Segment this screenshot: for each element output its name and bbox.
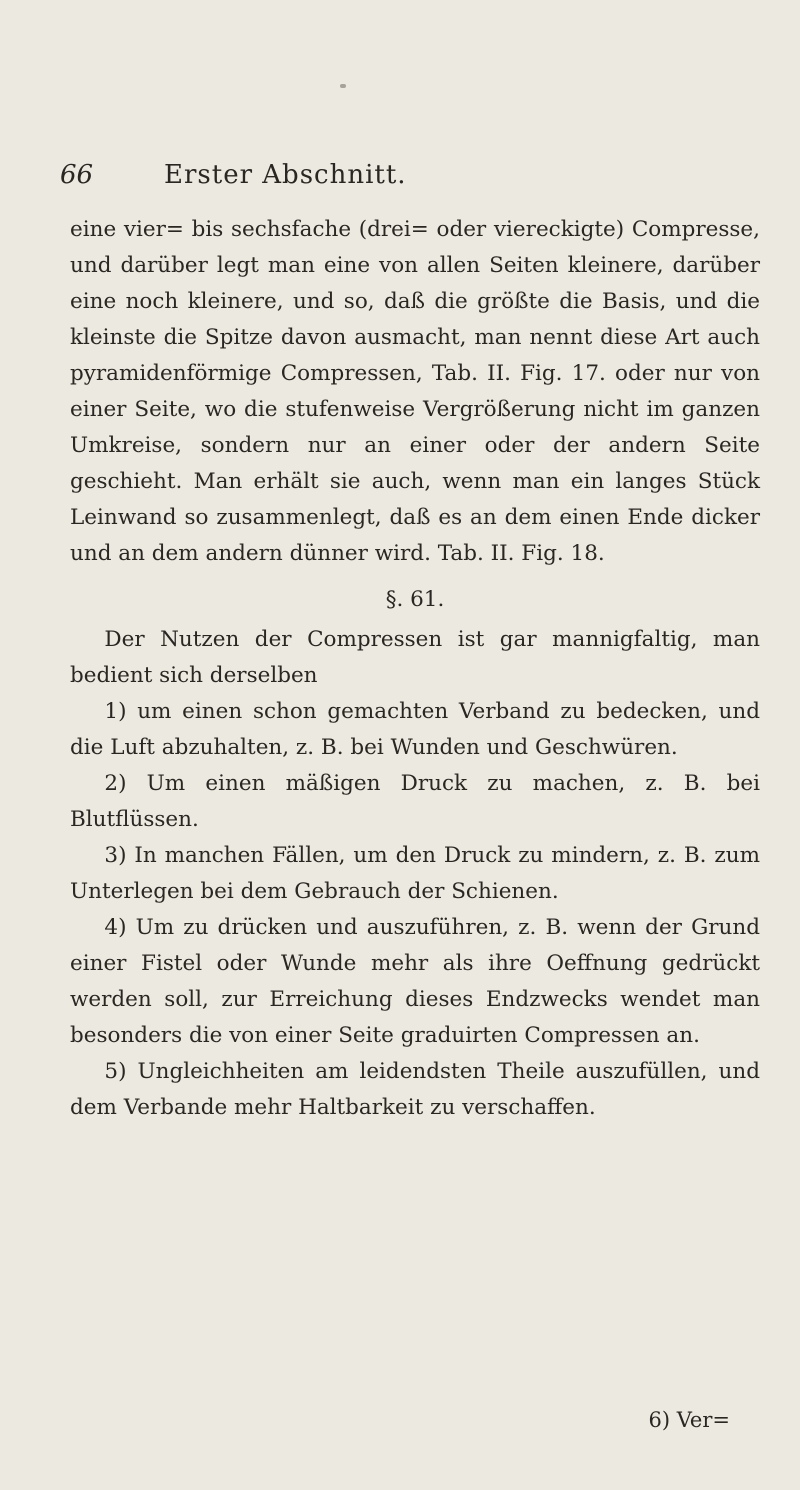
list-item: 4) Um zu drücken und auszuführen, z. B. wenn der Grund einer Fistel oder Wunde mehr als ihre Oeffnung gedrückt werden soll, zur Erreichung dieses Endzwecks wendet man besonders die von einer Seite graduirten Compressen an. bbox=[70, 915, 760, 1048]
section-number: §. 61. bbox=[385, 587, 445, 612]
body-text bbox=[70, 212, 760, 1126]
paragraph-continuation: eine vier= bis sechsfache (drei= oder viereckigte) Compresse, und darüber legt man eine von allen Seiten kleinere, darüber eine noch kleinere, und so, daß die größte die Basis, und die kleinste die Spitze davon ausmacht, man nennt diese Art auch pyramidenförmige Compressen, Tab. II. Fig. 17. oder nur von einer Seite, wo die stufenweise Vergrößerung nicht im ganzen Umkreise, sondern nur an einer oder der andern Seite geschieht. Man erhält sie auch, wenn man ein langes Stück Leinwand so zusammenlegt, daß es an dem einen Ende dicker und an dem andern dünner wird. Tab. II. Fig. 18. bbox=[70, 217, 760, 566]
running-head bbox=[60, 160, 740, 200]
catchword: 6) Ver= bbox=[648, 1408, 730, 1432]
section-title: Erster Abschnitt. bbox=[164, 160, 407, 190]
list-item: 3) In manchen Fällen, um den Druck zu mindern, z. B. zum Unterlegen bei dem Gebrauch der Schienen. bbox=[70, 843, 760, 904]
print-blemish bbox=[340, 84, 346, 88]
list-item: 5) Ungleichheiten am leidendsten Theile auszufüllen, und dem Verbande mehr Haltbarkeit zu verschaffen. bbox=[70, 1059, 760, 1120]
paragraph: Der Nutzen der Compressen ist gar mannigfaltig, man bedient sich derselben bbox=[70, 627, 760, 688]
list-item: 2) Um einen mäßigen Druck zu machen, z. B. bei Blutflüssen. bbox=[70, 771, 760, 832]
list-item: 1) um einen schon gemachten Verband zu bedecken, und die Luft abzuhalten, z. B. bei Wunden und Geschwüren. bbox=[70, 699, 760, 760]
page-number: 66 bbox=[60, 160, 94, 190]
